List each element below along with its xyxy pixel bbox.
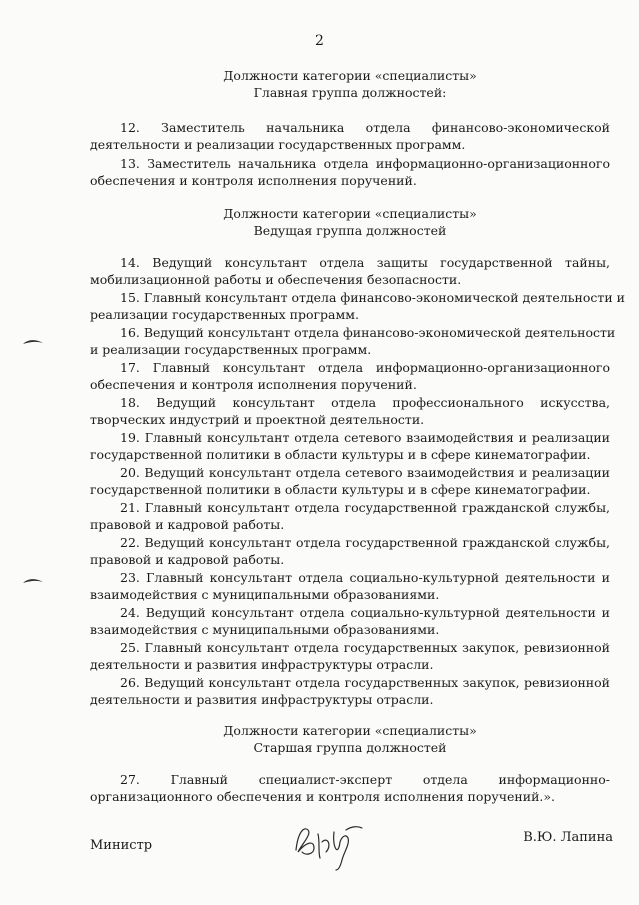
list-item <box>90 324 616 358</box>
list-item-rest: правовой и кадровой работы. <box>90 517 285 532</box>
handwritten-signature <box>288 812 368 872</box>
section-heading-line2: Главная группа должностей: <box>253 85 447 100</box>
section-heading-line2: Старшая группа должностей <box>253 740 447 755</box>
list-item-first-line: 12. Заместитель начальника отдела финансово-экономической <box>120 120 610 135</box>
list-item <box>90 499 610 533</box>
signer-title: Министр <box>90 838 153 853</box>
list-item <box>90 254 610 288</box>
page-number: 2 <box>315 33 324 49</box>
list-item-first-line: 21. Главный консультант отдела государственной гражданской службы, <box>120 500 610 515</box>
list-item <box>90 155 610 189</box>
list-item-first-line: 20. Ведущий консультант отдела сетевого взаимодействия и реализации <box>120 465 610 480</box>
section-heading-main <box>90 67 610 101</box>
list-item-first-line: 13. Заместитель начальника отдела информационно-организационного <box>120 156 610 171</box>
list-item <box>90 771 610 805</box>
list-item-first-line: 25. Главный консультант отдела государственных закупок, ревизионной <box>120 640 610 655</box>
list-item-first-line: 27. Главный специалист-эксперт отдела информационно- <box>120 772 610 787</box>
list-item-rest: обеспечения и контроля исполнения поручений. <box>90 173 417 188</box>
list-item <box>90 639 610 673</box>
list-item-rest: деятельности и развития инфраструктуры отрасли. <box>90 692 434 707</box>
list-item-first-line: 15. Главный консультант отдела финансово-экономической деятельности и <box>120 290 625 305</box>
list-item-first-line: 22. Ведущий консультант отдела государственной гражданской службы, <box>120 535 610 550</box>
list-item-rest: взаимодействия с муниципальными образованиями. <box>90 622 440 637</box>
list-item <box>90 464 610 498</box>
section-heading-line2: Ведущая группа должностей <box>253 223 447 238</box>
list-item-first-line: 23. Главный консультант отдела социально-культурной деятельности и <box>120 570 610 585</box>
list-item <box>90 119 610 153</box>
section-heading-senior <box>90 722 610 756</box>
list-item-first-line: 14. Ведущий консультант отдела защиты государственной тайны, <box>120 255 610 270</box>
scan-artifact-mark <box>22 577 44 585</box>
list-item-first-line: 18. Ведущий консультант отдела профессионального искусства, <box>120 395 610 410</box>
list-item <box>90 604 610 638</box>
list-item-first-line: 17. Главный консультант отдела информационно-организационного <box>120 360 610 375</box>
list-item <box>90 429 610 463</box>
scan-artifact-mark <box>22 338 44 346</box>
list-item-first-line: 24. Ведущий консультант отдела социально-культурной деятельности и <box>120 605 610 620</box>
list-item <box>90 394 610 428</box>
list-item-rest: и реализации государственных программ. <box>90 342 372 357</box>
list-item-first-line: 16. Ведущий консультант отдела финансово-экономической деятельности <box>120 325 616 340</box>
list-item <box>90 569 610 603</box>
list-item-rest: организационного обеспечения и контроля исполнения поручений.». <box>90 789 556 804</box>
list-item-rest: деятельности и реализации государственных программ. <box>90 137 466 152</box>
list-item-first-line: 26. Ведущий консультант отдела государственных закупок, ревизионной <box>120 675 610 690</box>
list-item-rest: реализации государственных программ. <box>90 307 359 322</box>
list-item-rest: обеспечения и контроля исполнения поручений. <box>90 377 417 392</box>
list-item-rest: мобилизационной работы и обеспечения безопасности. <box>90 272 462 287</box>
list-item-rest: деятельности и развития инфраструктуры отрасли. <box>90 657 434 672</box>
list-item <box>90 674 610 708</box>
list-item-rest: государственной политики в области культуры и в сфере кинематографии. <box>90 447 591 462</box>
section-heading-line1: Должности категории «специалисты» <box>223 68 477 83</box>
section-heading-line1: Должности категории «специалисты» <box>223 206 477 221</box>
list-item <box>90 289 625 323</box>
list-item <box>90 359 610 393</box>
list-item <box>90 534 610 568</box>
list-item-rest: правовой и кадровой работы. <box>90 552 285 567</box>
section-heading-line1: Должности категории «специалисты» <box>223 723 477 738</box>
list-item-rest: творческих индустрий и проектной деятельности. <box>90 412 425 427</box>
list-item-first-line: 19. Главный консультант отдела сетевого взаимодействия и реализации <box>120 430 610 445</box>
section-heading-leading <box>90 205 610 239</box>
list-item-rest: взаимодействия с муниципальными образованиями. <box>90 587 440 602</box>
signer-name: В.Ю. Лапина <box>523 830 613 845</box>
list-item-rest: государственной политики в области культуры и в сфере кинематографии. <box>90 482 591 497</box>
